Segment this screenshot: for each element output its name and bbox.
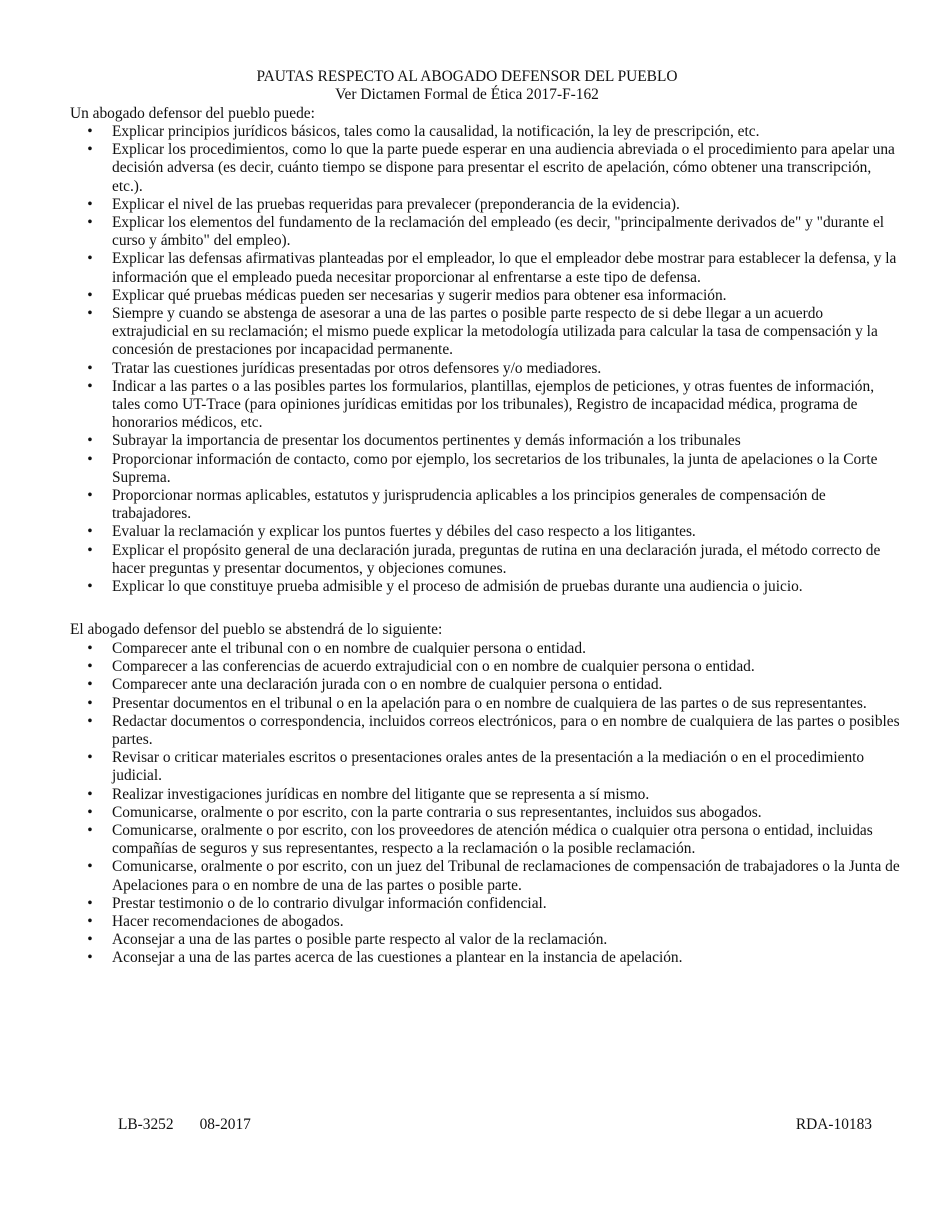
list-item-text: Comparecer a las conferencias de acuerdo extrajudicial con o en nombre de cualquier persona o entidad. <box>112 658 755 676</box>
bullet-icon: • <box>87 450 93 468</box>
bullet-icon: • <box>87 250 93 268</box>
list-item-text: Revisar o criticar materiales escritos o presentaciones orales antes de la presentación a la mediación o en el procedimiento judicial. <box>112 749 865 785</box>
list-item <box>70 523 900 541</box>
bullet-icon: • <box>87 694 93 712</box>
list-item-text: Comunicarse, oralmente o por escrito, con los proveedores de atención médica o cualquier otra persona o entidad, incluidas compañías de seguros y sus representantes, respecto a la reclamación o la posible reclamación. <box>112 822 873 858</box>
list-item-text: Aconsejar a una de las partes o posible parte respecto al valor de la reclamación. <box>112 931 608 949</box>
list-item <box>70 542 900 578</box>
list-item <box>70 804 900 822</box>
bullet-icon: • <box>87 640 93 657</box>
list-item <box>70 305 900 360</box>
footer-date: 08-2017 <box>199 1116 251 1133</box>
bullet-icon: • <box>87 432 93 450</box>
bullet-icon: • <box>87 305 93 323</box>
document-header <box>0 68 934 104</box>
list-item <box>70 250 900 286</box>
bullet-icon: • <box>87 803 93 821</box>
list-item-text: Proporcionar información de contacto, como por ejemplo, los secretarios de los tribunales, la junta de apelaciones o la Corte Suprema. <box>112 450 878 486</box>
list-item <box>70 141 900 196</box>
list-item-text: Comparecer ante el tribunal con o en nombre de cualquier persona o entidad. <box>112 640 586 657</box>
cannot-intro: El abogado defensor del pueblo se abstendrá de lo siguiente: <box>70 621 443 638</box>
bullet-icon: • <box>87 195 93 213</box>
bullet-icon: • <box>87 949 93 967</box>
bullet-icon: • <box>87 578 93 596</box>
list-item-text: Siempre y cuando se abstenga de asesorar a una de las partes o posible parte respecto de si debe llegar a un acuerdo extrajudicial en su reclamación; el mismo puede explicar la metodología utilizada para calcular la tasa de compensación y la concesión de prestaciones por incapacidad permanente. <box>112 305 878 359</box>
bullet-icon: • <box>87 214 93 232</box>
bullet-icon: • <box>87 913 93 931</box>
bullet-icon: • <box>87 785 93 803</box>
list-item <box>70 931 900 949</box>
list-item-text: Aconsejar a una de las partes acerca de las cuestiones a plantear en la instancia de apelación. <box>112 949 683 967</box>
document-title: PAUTAS RESPECTO AL ABOGADO DEFENSOR DEL PUEBLO <box>256 68 678 85</box>
list-item-text: Comunicarse, oralmente o por escrito, con la parte contraria o sus representantes, incluidos sus abogados. <box>112 803 762 821</box>
list-item-text: Explicar principios jurídicos básicos, tales como la causalidad, la notificación, la ley de prescripción, etc. <box>112 123 760 140</box>
list-item <box>70 949 900 967</box>
list-item-text: Evaluar la reclamación y explicar los puntos fuertes y débiles del caso respecto a los litigantes. <box>112 523 696 541</box>
list-item-text: Presentar documentos en el tribunal o en la apelación para o en nombre de cualquiera de las partes o de sus representantes. <box>112 694 867 712</box>
bullet-icon: • <box>87 712 93 730</box>
bullet-icon: • <box>87 141 93 159</box>
list-item-text: Explicar qué pruebas médicas pueden ser necesarias y sugerir medios para obtener esa información. <box>112 286 727 304</box>
list-item <box>70 858 900 894</box>
list-item <box>70 713 900 749</box>
list-item <box>70 432 900 450</box>
list-item <box>70 123 900 141</box>
list-item <box>70 822 900 858</box>
list-item-text: Comunicarse, oralmente o por escrito, con un juez del Tribunal de reclamaciones de compensación de trabajadores o la Junta de Apelaciones para o en nombre de una de las partes o posible parte. <box>112 858 900 894</box>
list-item <box>70 658 900 676</box>
list-item-text: Prestar testimonio o de lo contrario divulgar información confidencial. <box>112 894 547 912</box>
list-item-text: Realizar investigaciones jurídicas en nombre del litigante que se representa a sí mismo. <box>112 785 650 803</box>
bullet-icon: • <box>87 749 93 767</box>
list-item <box>70 749 900 785</box>
bullet-icon: • <box>87 658 93 676</box>
list-item-text: Explicar el nivel de las pruebas requeridas para prevalecer (preponderancia de la evidencia). <box>112 195 680 213</box>
list-item-text: Indicar a las partes o a las posibles partes los formularios, plantillas, ejemplos de peticiones, y otras fuentes de información, tales como UT-Trace (para opiniones jurídicas emitidas por los tribunales), Registro de incapacidad médica, programa de honorarios médicos, etc. <box>112 377 875 432</box>
cannot-list <box>70 640 900 968</box>
bullet-icon: • <box>87 487 93 505</box>
list-item <box>70 378 900 433</box>
list-item-text: Explicar lo que constituye prueba admisible y el proceso de admisión de pruebas durante una audiencia o juicio. <box>112 578 803 596</box>
bullet-icon: • <box>87 359 93 377</box>
can-intro: Un abogado defensor del pueblo puede: <box>70 105 315 122</box>
list-item <box>70 214 900 250</box>
list-item <box>70 640 900 658</box>
list-item <box>70 676 900 694</box>
list-item <box>70 287 900 305</box>
list-item <box>70 895 900 913</box>
list-item <box>70 913 900 931</box>
list-item <box>70 487 900 523</box>
list-item-text: Subrayar la importancia de presentar los documentos pertinentes y demás información a los tribunales <box>112 432 741 450</box>
list-item-text: Redactar documentos o correspondencia, incluidos correos electrónicos, para o en nombre de cualquiera de las partes o posibles partes. <box>112 712 900 749</box>
can-list <box>70 123 900 596</box>
bullet-icon: • <box>87 286 93 304</box>
bullet-icon: • <box>87 676 93 694</box>
bullet-icon: • <box>87 822 93 840</box>
list-item-text: Explicar los procedimientos, como lo que la parte puede esperar en una audiencia abreviada o el procedimiento para apelar una decisión adversa (es decir, cuánto tiempo se dispone para presentar el escrito de apelación, cómo obtener una transcripción, etc.). <box>112 141 895 195</box>
list-item-text: Tratar las cuestiones jurídicas presentadas por otros defensores y/o mediadores. <box>112 359 602 377</box>
list-item-text: Explicar los elementos del fundamento de la reclamación del empleado (es decir, "principalmente derivados de" y "durante el curso y ámbito" del empleo). <box>112 214 885 250</box>
footer-form-code: LB-3252 <box>118 1116 174 1133</box>
bullet-icon: • <box>87 931 93 949</box>
footer-left <box>118 1116 251 1134</box>
list-item-text: Hacer recomendaciones de abogados. <box>112 913 344 931</box>
list-item <box>70 695 900 713</box>
list-item-text: Explicar las defensas afirmativas planteadas por el empleador, lo que el empleador debe mostrar para establecer la defensa, y la información que el empleado pueda necesitar proporcionar al enfrentarse a este tipo de defensa. <box>112 250 897 286</box>
document-subtitle: Ver Dictamen Formal de Ética 2017-F-162 <box>335 86 599 104</box>
list-item <box>70 786 900 804</box>
list-item-text: Explicar el propósito general de una declaración jurada, preguntas de rutina en una declaración jurada, el método correcto de hacer preguntas y presentar documentos, y objeciones comunes. <box>112 541 881 577</box>
list-item <box>70 451 900 487</box>
footer-doc-id: RDA-10183 <box>795 1116 872 1133</box>
list-item <box>70 196 900 214</box>
bullet-icon: • <box>87 541 93 559</box>
bullet-icon: • <box>87 858 93 876</box>
bullet-icon: • <box>87 377 93 395</box>
bullet-icon: • <box>87 123 93 140</box>
bullet-icon: • <box>87 523 93 541</box>
list-item-text: Comparecer ante una declaración jurada con o en nombre de cualquier persona o entidad. <box>112 676 663 694</box>
list-item <box>70 578 900 596</box>
bullet-icon: • <box>87 894 93 912</box>
list-item <box>70 360 900 378</box>
list-item-text: Proporcionar normas aplicables, estatutos y jurisprudencia aplicables a los principios generales de compensación de trabajadores. <box>112 487 826 523</box>
